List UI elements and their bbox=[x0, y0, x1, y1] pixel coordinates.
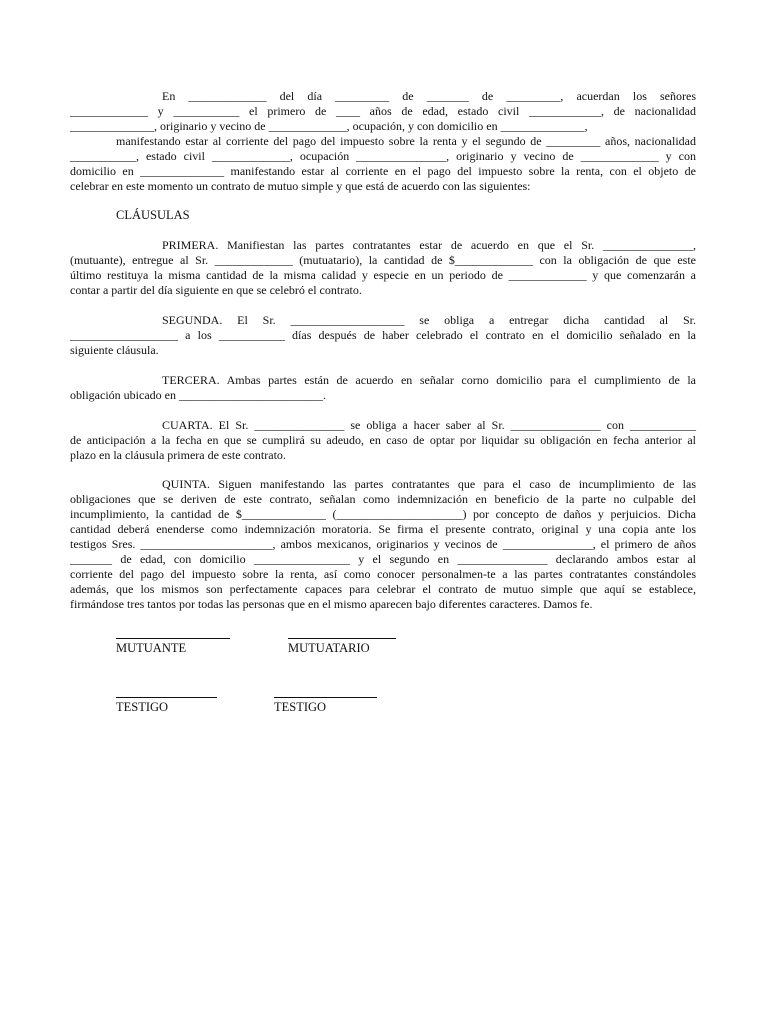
quinta-line-9: firmándose tres tantos por todas las personas que en el mismo aparecen bajo diferentes caracteres. Damos fe. bbox=[70, 597, 593, 611]
segunda-line-2: __________________ a los ___________ días después de haber celebrado el contrato en el domicilio señalado en la bbox=[70, 328, 696, 342]
intro-line-2: _____________ y ___________ el primero de ____ años de edad, estado civil ____________, de nacionalidad bbox=[70, 104, 696, 118]
cuarta-line-3: plazo en la cláusula primera de este contrato. bbox=[70, 448, 286, 462]
primera-line-3: último restituya la misma cantidad de la misma calidad y especie en un periodo de _____________ y que comenzarán a bbox=[70, 268, 696, 282]
cuarta-line-2: de anticipación a la fecha en que se cumplirá su adeudo, en caso de optar por liquidar su obligación en fecha anterior al bbox=[70, 433, 696, 447]
signature-label-testigo-1: TESTIGO bbox=[116, 700, 169, 714]
quinta-line-4: cantidad deberá enenderse como indemnización moratoria. Se firma el presente contrato, original y una copia ante los bbox=[70, 522, 696, 536]
quinta-line-6: _______ de edad, con domicilio ________________ y el segundo en _______________ declarando ambos estar al bbox=[70, 552, 696, 566]
quinta-line-3: incumplimiento, la cantidad de $______________ (_____________________) por concepto de daños y perjuicios. Dicha bbox=[70, 507, 696, 521]
primera-line-4: contar a partir del día siguiente en que se celebró el contrato. bbox=[70, 283, 362, 297]
intro-line-6: domicilio en ______________ manifestando estar al corriente en el pago del impuesto sobre la renta, con el objeto de bbox=[70, 164, 696, 178]
signature-block-testigo-1 bbox=[116, 697, 217, 715]
quinta-line-1: QUINTA. Siguen manifestando las partes contratantes que para el caso de incumplimiento de las bbox=[162, 477, 696, 491]
segunda-line-1: SEGUNDA. El Sr. ___________________ se obliga a entregar dicha cantidad al Sr. bbox=[162, 313, 696, 327]
cuarta-line-1: CUARTA. El Sr. _______________ se obliga a hacer saber al Sr. _______________ con ___________ bbox=[162, 418, 696, 432]
signature-label-mutuatario: MUTUATARIO bbox=[288, 641, 370, 655]
intro-line-1: En _____________ del día _________ de _______ de _________, acuerdan los señores bbox=[162, 89, 696, 103]
quinta-line-2: obligaciones que se deriven de este contrato, señalan como indemnización en beneficio de la parte no culpable del bbox=[70, 492, 696, 506]
signature-label-testigo-2: TESTIGO bbox=[274, 700, 327, 714]
intro-line-7: celebrar en este momento un contrato de mutuo simple y que está de acuerdo con las siguientes: bbox=[70, 179, 531, 193]
intro-line-5: ___________, estado civil _____________, ocupación _______________, originario y vecino de _____________ y con bbox=[70, 149, 696, 163]
tercera-line-2: obligación ubicado en ________________________. bbox=[70, 388, 326, 402]
intro-line-3: ______________, originario y vecino de _____________, ocupación, y con domicilio en ______________, bbox=[70, 119, 588, 133]
signature-block-mutuante bbox=[116, 638, 230, 656]
primera-line-1: PRIMERA. Manifiestan las partes contratantes estar de acuerdo en que el Sr. _______________, bbox=[162, 238, 696, 252]
quinta-line-7: corriente del pago del impuesto sobre la renta, así como conocer personalmen-te a las partes contratantes constándoles bbox=[70, 567, 696, 581]
clausulas-heading: CLÁUSULAS bbox=[116, 208, 190, 222]
primera-line-2: (mutuante), entregue al Sr. _____________ (mutuatario), la cantidad de $_____________ con la obligación de que este bbox=[70, 253, 696, 267]
intro-line-4: manifestando estar al corriente del pago del impuesto sobre la renta y el segundo de _________ años, nacionalidad bbox=[116, 134, 696, 148]
tercera-line-1: TERCERA. Ambas partes están de acuerdo en señalar corno domicilio para el cumplimiento de la bbox=[162, 373, 696, 387]
segunda-line-3: siguiente cláusula. bbox=[70, 343, 159, 357]
signature-block-mutuatario bbox=[288, 638, 396, 656]
quinta-line-5: testigos Sres. ______________________, ambos mexicanos, originarios y vecinos de _______________, el primero de años bbox=[70, 537, 696, 551]
quinta-line-8: además, que los mismos son perfectamente capaces para celebrar el contrato de mutuo simple que aquí se establece, bbox=[70, 582, 696, 596]
signature-block-testigo-2 bbox=[274, 697, 377, 715]
signature-label-mutuante: MUTUANTE bbox=[116, 641, 187, 655]
